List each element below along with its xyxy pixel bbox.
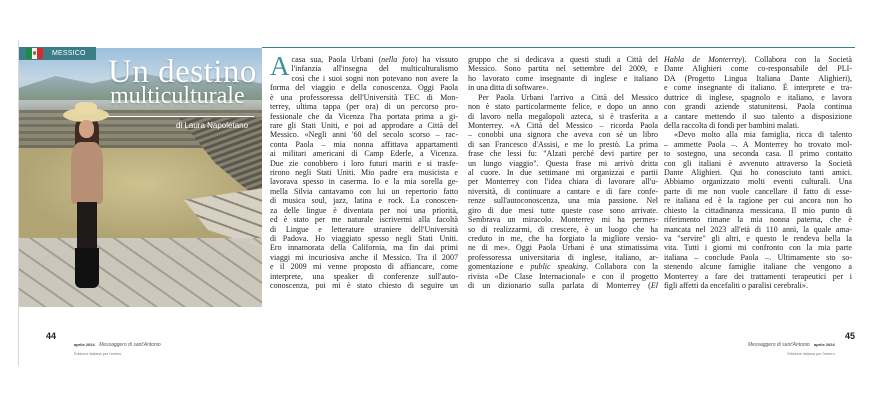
text-line: Monterrey a fare dei trattamenti terapeutici per i <box>664 271 852 281</box>
text-line: a cantare mettendo il suo talento a disposizione <box>664 111 852 121</box>
page-number-left: 44 <box>46 331 57 341</box>
text-line: creduto in me, che ha forgiato la migliore versio- <box>468 234 658 244</box>
text-line: conta Paola – mia nonna affittava appartamenti <box>270 139 458 149</box>
text-line: DA (Progetto Lingua Italiana Dante Alighieri), <box>664 73 852 83</box>
text-line: vita. Tutti i giorni mi confronto con la mia parte <box>664 243 852 253</box>
footer-left <box>74 333 161 356</box>
text-line: rare gli Stati Uniti, e poi ad approdare a Città del <box>270 120 458 130</box>
text-line: di Padova. Ho viaggiato spesso negli Stati Uniti. <box>270 234 458 244</box>
footer-edition: Edizione italiana per l'estero <box>787 352 835 356</box>
text-line: re italiana ed è la ragione per cui ancora non ho <box>664 196 852 206</box>
text-line: così che i suoi sogni non potevano non avere la <box>291 73 458 83</box>
text-line: Due zie conobbero i loro futuri mariti e si trasfe- <box>270 158 458 168</box>
text-line: Dante Alighieri come co-responsabile del PLI- <box>664 64 852 74</box>
text-line: della raccolta di fondi per bambini malati. <box>664 120 800 130</box>
text-line: Abbiamo organizzato molti eventi culturali. Una <box>664 177 852 187</box>
text-line: di un dizionario sulla parlata di Monterrey (El <box>468 281 658 291</box>
article-column-3 <box>664 55 852 291</box>
text-line: lavorava spesso in caserma. Io e la mia sorella ge- <box>270 177 458 187</box>
text-line: e come insegnante di italiano. È interprete e tra- <box>664 83 852 93</box>
text-line: di musica soul, jazz, latina e rock. La conoscen- <box>270 196 458 206</box>
text-line: Sembrava un miracolo. Monterrey mi ha permes- <box>468 215 658 225</box>
text-line: renze sull'autoconoscenza, una mia passione. Nel <box>468 196 658 206</box>
text-line: conoscenza, poi mi è stato chiesto di seguire un <box>270 281 458 291</box>
text-line: so di realizzarmi, di crescere, è un luogo che ha <box>468 224 658 234</box>
text-line: l'infanzia all'insegna del multiculturalismo <box>291 64 458 74</box>
text-line: za delle lingue è diventata per noi una priorità, <box>270 205 458 215</box>
text-line: duttrice di inglese, spagnolo e italiano, e lavora <box>664 92 852 102</box>
text-line: frase che lessi fu: "Alzati perché devi partire per <box>468 149 658 159</box>
text-line: rirono negli Stati Uniti. Mio padre era musicista e <box>270 168 458 178</box>
footer-date: aprile 2024 <box>74 342 95 347</box>
text-line: professoressa universitaria di inglese, italiano, ar- <box>468 252 658 262</box>
text-line: di Lingue e letterature straniere dell'Università <box>270 224 458 234</box>
text-line: niversità, di continuare a cantare e di fare confe- <box>468 186 658 196</box>
article-column-1 <box>270 51 458 291</box>
text-line: stenendo alcune famiglie italiane che vengono a <box>664 262 852 272</box>
text-line: viaggi mi incuriosiva anche il Messico. Tra il 2007 <box>270 252 458 262</box>
text-line: – ammette Paola –. A Monterrey ho trovato mol- <box>664 139 852 149</box>
hat-crown <box>75 102 97 114</box>
text-line: al cuore. In due settimane mi organizzai e partii <box>468 168 658 178</box>
dress <box>71 142 103 204</box>
footer-magazine: Messaggero di sant'Antonio <box>748 342 810 348</box>
text-line: mella Silvia cantavamo con lui un repertorio fatto <box>270 186 458 196</box>
text-line: ho lavorato come insegnante di inglese e italiano <box>468 73 658 83</box>
text-line: e il 2009 mi venne proposto di affiancare, come <box>270 262 458 272</box>
text-line: un lungo viaggio". Questa frase mi arrivò dritta <box>468 158 658 168</box>
text-line: non è stato particolarmente felice, e dopo un anno <box>468 102 658 112</box>
legs <box>77 202 97 252</box>
text-line: gruppo che si dedicava a questi studi a Città del <box>468 55 658 64</box>
footer-right <box>748 333 835 356</box>
boots <box>75 248 99 288</box>
woman-figure <box>61 108 121 298</box>
headline-rule <box>108 116 254 117</box>
mexico-flag-icon <box>26 48 43 59</box>
text-line: di san Francesco d'Assisi, e me lo prestò. La prima <box>468 139 658 149</box>
text-line: chiesto la cittadinanza messicana. Il mio punto di <box>664 205 852 215</box>
text-line: casa sua, Paola Urbani (nella foto) ha vissuto <box>291 55 458 64</box>
face <box>79 120 94 138</box>
drop-cap: A <box>270 51 290 81</box>
text-line: riferimento rimane la mia nonna paterna, che è <box>664 215 852 225</box>
text-line: gomentazione e public speaking. Collabora con la <box>468 262 658 272</box>
text-line: italiana – conclude Paola –. Ultimamente sto so- <box>664 252 852 262</box>
text-line: terrey, ultima tappa (per ora) di un percorso pro- <box>270 102 458 112</box>
footer-magazine: Messaggero di sant'Antonio <box>99 342 161 348</box>
text-line: è una professoressa dell'Università TEC di Mon- <box>270 92 458 102</box>
text-line: mancata nel 2023 all'età di 110 anni, la quale ama- <box>664 224 852 234</box>
text-line: con gli italiani è avvenuto attraverso la Società <box>664 158 852 168</box>
text-line: rivista «De Clase Internacional» e con il progetto <box>468 271 658 281</box>
footer-edition: Edizione italiana per l'estero <box>74 352 122 356</box>
article-column-2 <box>468 55 658 291</box>
text-line: ed è stato per me naturale iscrivermi alla facoltà <box>270 215 458 225</box>
text-line: figli affetti da encefaliti o paralisi cerebrali». <box>664 281 808 291</box>
text-line: ai militari americani di Camp Ederle, a Vicenza. <box>270 149 458 159</box>
text-line: Per Paola Urbani l'arrivo a Città del Messico <box>478 92 658 102</box>
text-line: in una ditta di software». <box>468 83 549 93</box>
text-line: – conobbi una signora che aveva con sé un libro <box>468 130 658 140</box>
headline-line1: Un destino <box>108 54 257 90</box>
footer-date: aprile 2024 <box>814 342 835 347</box>
text-line: forma del viaggio e della conoscenza. Oggi Paola <box>270 83 458 93</box>
text-line: interprete, una speaker di conferenze sull'auto- <box>270 271 458 281</box>
text-line: con grandi aziende statunitensi. Paola continua <box>664 102 852 112</box>
section-label: MESSICO <box>52 50 86 57</box>
text-line: Messico. «Negli anni '60 del secolo scorso – rac- <box>270 130 458 140</box>
byline: di Laura Napoletano <box>176 121 249 130</box>
top-rule <box>262 47 855 48</box>
text-line: Ero innamorata della California, ma fin dai primi <box>270 243 458 253</box>
text-line: to sostegno, una seconda casa. Il primo contatto <box>664 149 852 159</box>
text-line: Messico. Sono partita nel settembre del 2009, e <box>468 64 658 74</box>
headline-line2: multiculturale <box>110 83 245 109</box>
text-line: Monterrey. «A Città del Messico – ricorda Paola <box>468 120 658 130</box>
text-line: va "servire" gli altri, e questo le rendeva bella la <box>664 234 852 244</box>
text-line: giro di due mesi tutte queste cose sono arrivate. <box>468 205 658 215</box>
stone-pavement <box>19 238 262 307</box>
section-tag <box>19 47 96 60</box>
page-number-right: 45 <box>845 331 856 341</box>
text-line: per Monterrey con l'idea chiara di lavorare all'u- <box>468 177 658 187</box>
text-line: Dante Alighieri. Qui ho conosciuto tanti amici. <box>664 168 852 178</box>
text-line: «Devo molto alla mia famiglia, ricca di talento <box>674 130 852 140</box>
text-line: parte di me non vuole cancellare il fatto di esse- <box>664 186 852 196</box>
text-line: ne di me». Oggi Paola Urbani è una stimatissima <box>468 243 658 253</box>
text-line: di lavoro nella megalopoli azteca, si è trasferita a <box>468 111 658 121</box>
text-line: Habla de Monterrey). Collabora con la Società <box>664 55 852 64</box>
text-line: fessionale che da Vicenza l'ha portata prima a gi- <box>270 111 458 121</box>
